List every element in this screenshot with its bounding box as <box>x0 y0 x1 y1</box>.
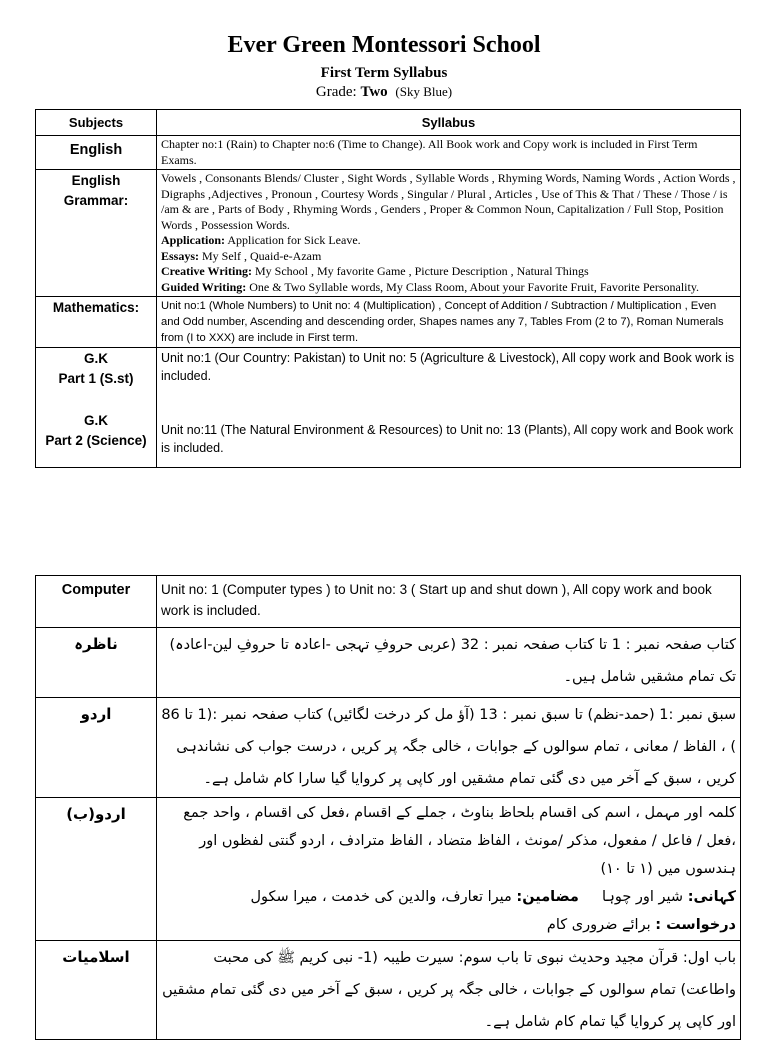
urdu-b-story-essays <box>161 883 736 911</box>
gk-syllabus <box>157 348 741 468</box>
grammar-creative <box>161 264 736 280</box>
row-english <box>36 136 741 170</box>
urdu-essays-label: مضامین: <box>516 889 579 905</box>
subject-math: Mathematics: <box>36 297 157 348</box>
grammar-topics: Vowels , Consonants Blends/ Cluster , Sight Words , Syllable Words , Rhyming Words, Naming Words , Action Words , Digraphs ,Adjectives , Pronoun , Courtesy Words , Singular / Plural , Articles , Use of This & That / These / Those / is /am & are , Parts of Body , Rhyming Words , Genders , Proper & Common Noun, Capitalization / Full Stop, Position Words , Possession Words. <box>161 171 736 232</box>
syllabus-table-2 <box>35 575 741 1040</box>
gk-part1-label-1: G.K <box>83 351 108 366</box>
creative-label: Creative Writing: <box>161 264 252 278</box>
subject-english: English <box>36 136 157 170</box>
urdu-application-label: درخواست : <box>655 917 736 933</box>
row-math <box>36 297 741 348</box>
urdu-b-application <box>161 911 736 939</box>
urdu-essays-text: میرا تعارف، والدین کی خدمت ، میرا سکول <box>250 889 517 905</box>
gk-part2-label-2: Part 2 (Science) <box>45 433 147 448</box>
row-gk <box>36 348 741 468</box>
subject-grammar <box>36 170 157 297</box>
computer-syllabus: Unit no: 1 (Computer types ) to Unit no: 3 ( Start up and shut down ), All copy work and book work is included. <box>157 576 741 628</box>
subject-islamiyat: اسلامیات <box>36 941 157 1040</box>
urdu-application-text: برائے ضروری کام <box>546 917 656 933</box>
subject-urdu-b: اردو(ب) <box>36 798 157 941</box>
application-text: Application for Sick Leave. <box>225 233 361 247</box>
essays-label: Essays: <box>161 248 200 263</box>
grade-value: Two <box>360 84 388 100</box>
grammar-guided <box>161 280 736 296</box>
gk-part2-text: Unit no:11 (The Natural Environment & Resources) to Unit no: 13 (Plants), All copy work and Book work is included. <box>161 423 734 455</box>
col-syllabus: Syllabus <box>157 110 741 136</box>
urdu-syllabus: سبق نمبر :1 (حمد-نظم) تا سبق نمبر : 13 (آؤ مل کر درخت لگائیں) کتاب صفحہ نمبر :(1 تا 86 ) ، الفاظ / معانی ، تمام سوالوں کے جوابات ، خالی جگہ پر کریں ، درست جواب کی نشاندہی کریں ، سبق کے آخر میں دی گئی تمام مشقیں اور کاپی پر کروایا گیا سارا کام شامل ہے۔ <box>157 698 741 798</box>
urdu-b-syllabus <box>157 798 741 941</box>
grade-label: Grade: <box>315 84 357 100</box>
subject-urdu: اردو <box>36 698 157 798</box>
nazra-syllabus: کتاب صفحہ نمبر : 1 تا کتاب صفحہ نمبر : 32 (عربی حروفِ تہجی -اعادہ تا حروفِ لین-اعادہ) تک تمام مشقیں شامل ہیں۔ <box>157 628 741 698</box>
row-urdu <box>36 698 741 798</box>
creative-text: My School , My favorite Game , Picture Description , Natural Things <box>251 264 589 278</box>
urdu-b-topics: کلمہ اور مہمل ، اسم کی اقسام بلحاظ بناوٹ ، جملے کے اقسام ،فعل کی اقسام ، واحد جمع ،فعل / فاعل / مفعول، مذکر /مونث ، الفاظ متضاد ، الفاظ مترادف ، اردو گنتی لفظوں اور ہندسوں میں (۱ تا ۱۰) <box>183 805 736 877</box>
grade-line <box>0 84 768 101</box>
gk-part1-text: Unit no:1 (Our Country: Pakistan) to Unit no: 5 (Agriculture & Livestock), All copy work and Book work is included. <box>161 351 735 383</box>
subject-computer: Computer <box>36 576 157 628</box>
row-islamiyat <box>36 941 741 1040</box>
subject-nazra: ناظرہ <box>36 628 157 698</box>
english-syllabus: Chapter no:1 (Rain) to Chapter no:6 (Time to Change). All Book work and Copy work is included in First Term Exams. <box>157 136 741 170</box>
guided-label: Guided Writing: <box>161 279 247 294</box>
story-text: شیر اور چوہا <box>601 889 688 905</box>
row-computer <box>36 576 741 628</box>
islamiyat-syllabus: باب اول: قرآن مجید وحدیث نبوی تا باب سوم: سیرت طیبہ (1- نبی کریم ﷺ کی محبت واطاعت) تمام سوالوں کے جوابات ، خالی جگہ پر کریں ، سبق کے آخر میں دی گئی تمام مشقیں اور کاپی پر کروایا گیا تمام کام شامل ہے۔ <box>157 941 741 1040</box>
row-grammar <box>36 170 741 297</box>
grammar-label-1: English <box>71 173 121 188</box>
math-syllabus: Unit no:1 (Whole Numbers) to Unit no: 4 (Multiplication) , Concept of Addition / Subtraction / Multiplication , Even and Odd number, Ascending and descending order, Shapes names any 7, Tables From (2 to 7), Roman Numerals from (I to XXX) are include in First term. <box>157 297 741 348</box>
school-name: Ever Green Montessori School <box>227 32 541 58</box>
subject-gk <box>36 348 157 468</box>
term-title: First Term Syllabus <box>320 65 448 81</box>
gk-part1-label-2: Part 1 (S.st) <box>58 371 134 386</box>
syllabus-table-1 <box>35 109 741 468</box>
grammar-label-2: Grammar: <box>63 193 129 208</box>
row-nazra <box>36 628 741 698</box>
grade-note: (Sky Blue) <box>395 84 453 99</box>
application-label: Application: <box>161 233 226 247</box>
guided-text: One & Two Syllable words, My Class Room, About your Favorite Fruit, Favorite Personality. <box>246 279 700 294</box>
grammar-application <box>161 233 736 249</box>
grammar-syllabus <box>157 170 741 297</box>
table-header-row <box>36 110 741 136</box>
col-subjects: Subjects <box>36 110 157 136</box>
gk-part2-label-1: G.K <box>83 413 108 428</box>
story-label: کہانی: <box>687 889 736 905</box>
row-urdu-b <box>36 798 741 941</box>
essays-text: My Self , Quaid-e-Azam <box>199 248 322 263</box>
grammar-essays <box>161 249 736 265</box>
